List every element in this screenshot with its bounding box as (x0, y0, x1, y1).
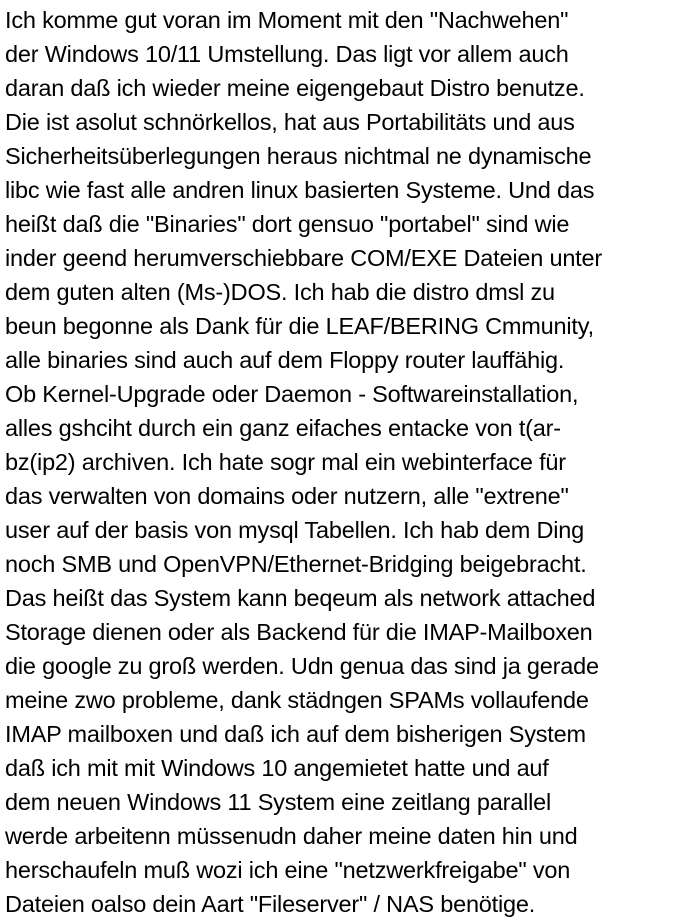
text-line: alles gshciht durch ein ganz eifaches entacke von t(ar- (5, 415, 561, 441)
text-line: meine zwo probleme, dank städngen SPAMs vollaufende (5, 687, 589, 713)
text-line: Sicherheitsüberlegungen heraus nichtmal ne dynamische (5, 143, 592, 169)
text-line: dem guten alten (Ms-)DOS. Ich hab die distro dmsl zu (5, 279, 555, 305)
text-line: libc wie fast alle andren linux basierten Systeme. Und das (5, 177, 595, 203)
text-line: daran daß ich wieder meine eigengebaut Distro benutze. (5, 75, 585, 101)
text-line: Das heißt das System kann beqeum als network attached (5, 585, 596, 611)
text-line: herschaufeln muß wozi ich eine "netzwerkfreigabe" von (5, 857, 571, 883)
text-line: Storage dienen oder als Backend für die IMAP-Mailboxen (5, 619, 593, 645)
text-line: alle binaries sind auch auf dem Floppy router lauffähig. (5, 347, 565, 373)
text-line: heißt daß die "Binaries" dort gensuo "portabel" sind wie (5, 211, 570, 237)
text-line: die google zu groß werden. Udn genua das sind ja gerade (5, 653, 599, 679)
text-line: inder geend herumverschiebbare COM/EXE Dateien unter (5, 245, 603, 271)
document-text (5, 3, 681, 921)
text-line: IMAP mailboxen und daß ich auf dem bisherigen System (5, 721, 586, 747)
text-line: dem neuen Windows 11 System eine zeitlang parallel (5, 789, 552, 815)
text-line: das verwalten von domains oder nutzern, alle "extrene" (5, 483, 569, 509)
text-line: der Windows 10/11 Umstellung. Das ligt vor allem auch (5, 41, 569, 67)
text-line: daß ich mit mit Windows 10 angemietet hatte und auf (5, 755, 549, 781)
text-line: Die ist asolut schnörkellos, hat aus Portabilitäts und aus (5, 109, 575, 135)
text-line: Ich komme gut voran im Moment mit den "Nachwehen" (5, 7, 569, 33)
text-line: werde arbeitenn müssenudn daher meine daten hin und (5, 823, 578, 849)
text-line: Dateien oalso dein Aart "Fileserver" / NAS benötige. (5, 891, 536, 917)
text-line: bz(ip2) archiven. Ich hate sogr mal ein webinterface für (5, 449, 566, 475)
text-line: user auf der basis von mysql Tabellen. Ich hab dem Ding (5, 517, 585, 543)
text-line: beun begonne als Dank für die LEAF/BERING Cmmunity, (5, 313, 594, 339)
text-line: Ob Kernel-Upgrade oder Daemon - Softwareinstallation, (5, 381, 579, 407)
text-line: noch SMB und OpenVPN/Ethernet-Bridging beigebracht. (5, 551, 587, 577)
